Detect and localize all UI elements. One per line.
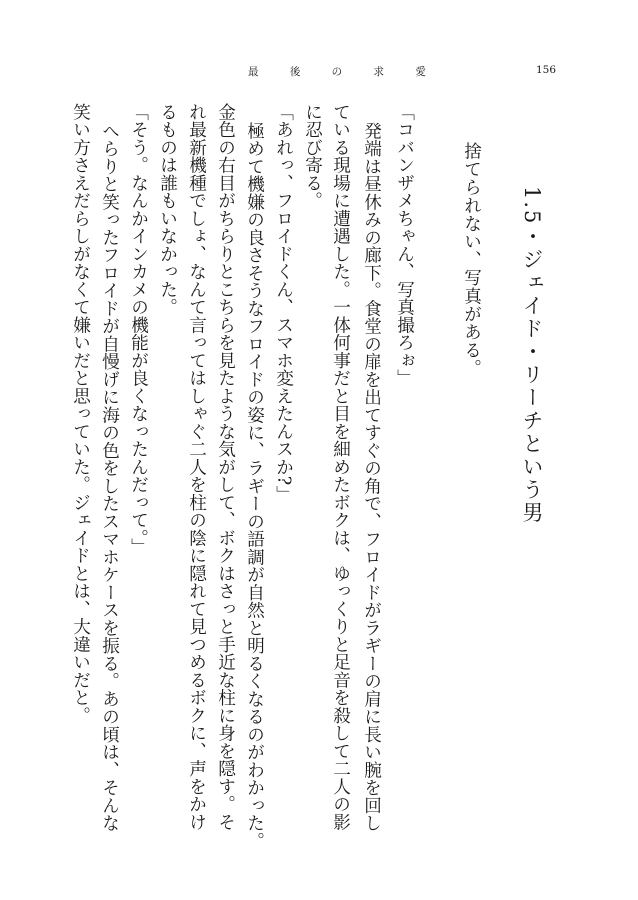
body-line: へらりと笑ったフロイドが自慢げに海の色をしたスマホケースを振る。あの頃は、そんな [99,122,120,832]
body-line: 発端は昼休みの廊下。食堂の扉を出てすぐの角で、フロイドがラギーの肩に長い腕を回し [361,122,382,832]
body-line: れ最新機種でしょ、なんて言ってはしゃぐ二人を柱の陰に隠れて見つめるボクに、声をかけ [186,103,207,831]
body-line: に忍び寄る。 [302,103,323,210]
body-line: 笑い方さえだらしがなくて嫌いだと思っていた。ジェイドとは、大違いだと。 [70,103,91,725]
chapter-title: 1.5・ジェイド・リーチという男 [520,186,544,525]
body-line: 金色の右目がちらりとこちらを見たような気がして、ボクはさっと手近な柱に身を隠す。そ [215,103,236,831]
page-number: 156 [536,64,557,76]
header-book-title: 最 後 の 求 愛 [248,66,440,78]
body-line: るものは誰もいなかった。 [157,103,178,316]
body-line: 極めて機嫌の良さそうなフロイドの姿に、ラギーの語調が自然と明るくなるのがわかった。 [244,122,265,850]
body-line: 「そう。なんかインカメの機能が良くなったんだって。」 [128,103,149,556]
running-header [0,64,638,80]
epigraph: 捨てられない、写真がある。 [461,142,482,378]
body-line: 「コバンザメちゃん、写真撮ろぉ」 [394,103,415,387]
body-line: 「あれっ、フロイドくん、スマホ変えたんスか?」 [273,103,294,504]
body-line: ている現場に遭遇した。一体何事だと目を細めたボクは、ゆっくりと足音を殺して二人の影 [330,103,351,831]
